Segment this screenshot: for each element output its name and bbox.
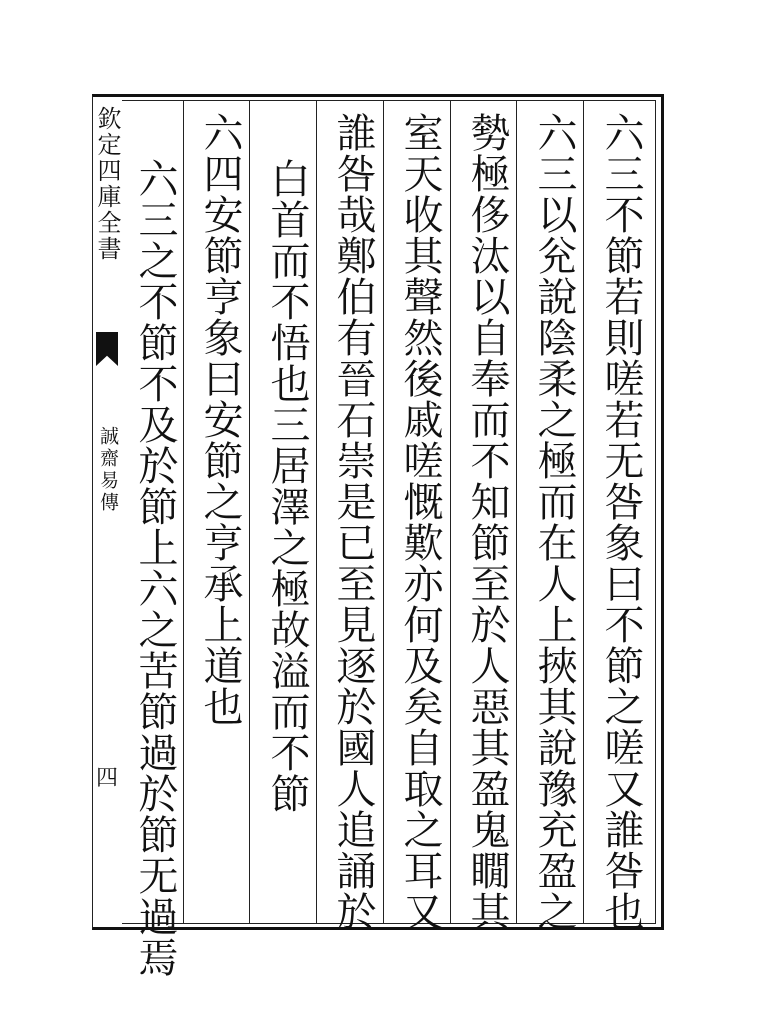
text-column-3: 勢極侈汰以自奉而不知節至於人惡其盈鬼瞯其 [464, 112, 510, 932]
column-rule [450, 100, 451, 924]
book-title: 誠齋易傳 [97, 426, 119, 514]
collection-title: 欽定四庫全書 [93, 106, 121, 262]
text-column-6: 白首而不悟也三居澤之極故溢而不節 [264, 158, 310, 814]
text-column-4: 室天收其聲然後戚嗟慨歎亦何及矣自取之耳又 [397, 112, 443, 932]
column-rule [583, 100, 584, 924]
column-rule [316, 100, 317, 924]
column-rule [249, 100, 250, 924]
page-number: 四 [95, 766, 118, 791]
column-rule [183, 100, 184, 924]
text-column-2: 六三以兊說陰柔之極而在人上挾其說豫充盈之 [531, 112, 577, 932]
text-column-5: 誰咎哉鄭伯有晉石崇是已至見逐於國人追誦於 [330, 112, 376, 932]
column-rule [383, 100, 384, 924]
text-column-1: 六三不節若則嗟若无咎象曰不節之嗟又誰咎也 [598, 112, 644, 932]
text-column-8: 六三之不節不及於節上六之苦節過於節无過焉 [132, 158, 178, 978]
column-rule [516, 100, 517, 924]
text-column-7: 六四安節亨象曰安節之亨承上道也 [197, 112, 243, 727]
